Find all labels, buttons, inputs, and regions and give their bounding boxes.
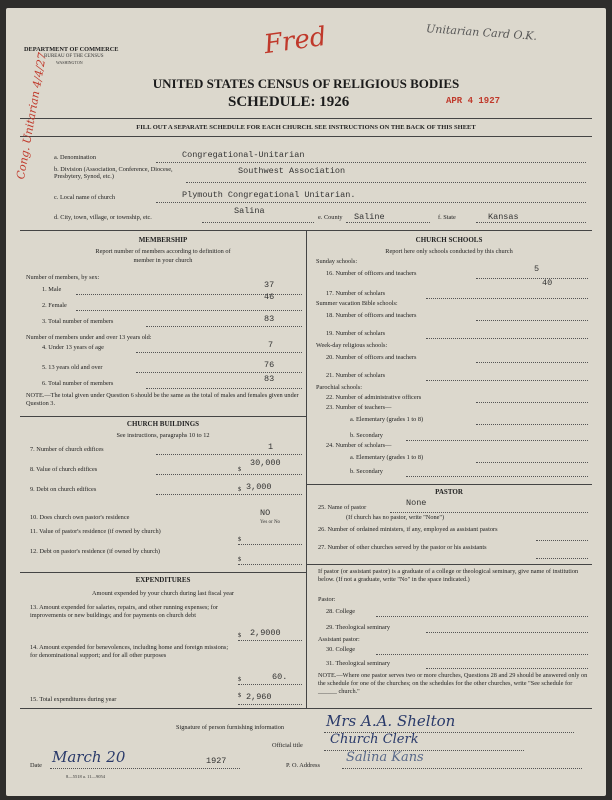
fill-line [156, 162, 586, 163]
date-label: Date [30, 762, 42, 769]
q10-value: NO [260, 508, 271, 518]
buildings-title: CHURCH BUILDINGS [126, 420, 200, 428]
fill-line [476, 424, 588, 425]
po-address-label: P. O. Address [286, 762, 320, 769]
buildings-sub: See instructions, paragraphs 10 to 12 [116, 432, 210, 439]
fill-line [238, 640, 302, 641]
pastor-sub-label: Pastor: [318, 596, 336, 603]
q-age: Number of members under and over 13 years old: [26, 334, 152, 341]
q15-label: 15. Total expenditures during year [30, 696, 117, 703]
schools-title: CHURCH SCHOOLS [415, 236, 483, 244]
q13-label: 13. Amount expended for salaries, repairs, and other running expenses; for improvements or new buildings; and for payments on church debt [30, 604, 218, 619]
instruction-banner: FILL OUT A SEPARATE SCHEDULE FOR EACH CHURCH. SEE INSTRUCTIONS ON THE BACK OF THIS SHEET [136, 124, 476, 131]
q7-label: 7. Number of church edifices [30, 446, 104, 453]
fill-line [476, 362, 588, 363]
fill-line [536, 540, 588, 541]
q1-value: 37 [264, 280, 275, 290]
fill-line [156, 202, 586, 203]
fill-line [376, 654, 588, 655]
college-note: If pastor (or assistant pastor) is a graduate of a college or theological seminary, give name of institution below. (If not a graduate, write "No" in the space indicated.) [318, 568, 579, 583]
fill-line [146, 388, 302, 389]
q21-label: 21. Number of scholars [326, 372, 386, 379]
q3-value: 83 [264, 314, 275, 324]
fill-line [238, 684, 302, 685]
fill-line [406, 440, 588, 441]
county-label: e. County [318, 214, 343, 221]
fill-line [202, 222, 314, 223]
fill-line [346, 222, 430, 223]
q10-label: 10. Does church own pastor's residence [30, 514, 130, 521]
parochial-label: Parochial schools: [316, 384, 362, 391]
q24-label: 24. Number of scholars— [326, 442, 392, 449]
fill-line [476, 278, 588, 279]
asst-label: Assistant pastor: [318, 636, 360, 643]
q11-label: 11. Value of pastor's residence (if owned by church) [30, 528, 161, 535]
county-value: Saline [354, 212, 385, 222]
q23a-label: a. Elementary (grades 1 to 8) [350, 416, 424, 423]
denomination-label: a. Denomination [54, 154, 96, 161]
q9-label: 9. Debt on church edifices [30, 486, 97, 493]
fill-line [238, 544, 302, 545]
schedule-year: SCHEDULE: 1926 [228, 94, 350, 110]
dollar-sign: $ [238, 676, 242, 683]
fill-line [476, 222, 586, 223]
fill-line [136, 352, 302, 353]
sunday-label: Sunday schools: [316, 258, 358, 265]
church-name-label: c. Local name of church [54, 194, 116, 201]
q8-label: 8. Value of church edifices [30, 466, 98, 473]
q5-value: 76 [264, 360, 275, 370]
fill-line [376, 616, 588, 617]
membership-sub2: member in your church [133, 257, 193, 264]
q26-label: 26. Number of ordained ministers, if any, employed as assistant pastors [318, 526, 498, 533]
q19-label: 19. Number of scholars [326, 330, 386, 337]
q6-label: 6. Total number of members [42, 380, 114, 387]
fill-line [476, 402, 588, 403]
q1-label: 1. Male [42, 286, 62, 293]
fill-line [536, 558, 588, 559]
q30-label: 30. College [326, 646, 356, 653]
fill-line [156, 494, 302, 495]
fill-line [426, 380, 588, 381]
rule [306, 564, 592, 565]
state-label: f. State [438, 214, 456, 221]
margin-handwriting: Cong. Unitarian 4/4/27 [14, 51, 50, 181]
q16-label: 16. Number of officers and teachers [326, 270, 417, 277]
fill-line [136, 372, 302, 373]
membership-title: MEMBERSHIP [138, 236, 188, 244]
top-handwriting: Unitarian Card O.K. [425, 22, 538, 43]
fill-line [390, 512, 588, 513]
received-stamp: APR 4 1927 [446, 96, 501, 106]
q10-hint: Yes or No [260, 520, 281, 525]
q27-label: 27. Number of other churches served by the pastor or his assistants [318, 544, 487, 551]
fill-line [476, 320, 588, 321]
q8-value: 30,000 [250, 458, 281, 468]
fill-line [426, 298, 588, 299]
q14-value: 60. [272, 672, 288, 682]
fill-line [156, 454, 302, 455]
q22-label: 22. Number of administrative officers [326, 394, 422, 401]
q-by-sex: Number of members, by sex: [26, 274, 100, 281]
column-divider [306, 230, 307, 708]
q24b-label: b. Secondary [350, 468, 383, 475]
q7-value: 1 [268, 442, 274, 452]
fill-line [476, 462, 588, 463]
rule [20, 708, 592, 709]
rule [20, 416, 306, 417]
dollar-sign: $ [238, 692, 242, 699]
fill-line [156, 474, 302, 475]
q15-value: 2,960 [246, 692, 272, 702]
q2-label: 2. Female [42, 302, 67, 309]
q4-label: 4. Under 13 years of age [42, 344, 104, 351]
q23b-label: b. Secondary [350, 432, 383, 439]
census-schedule-document [6, 8, 606, 796]
date-year: 1927 [206, 756, 227, 766]
city-value: Salina [234, 206, 265, 216]
q9-value: 3,000 [246, 482, 272, 492]
q29-label: 29. Theological seminary [326, 624, 391, 631]
denomination-value: Congregational-Unitarian [182, 150, 305, 160]
signature-label: Signature of person furnishing information [176, 724, 285, 731]
q5-label: 5. 13 years old and over [42, 364, 103, 371]
q24a-label: a. Elementary (grades 1 to 8) [350, 454, 424, 461]
official-title-value: Church Clerk [330, 732, 419, 747]
fill-line [238, 564, 302, 565]
fill-line [342, 768, 582, 769]
dollar-sign: $ [238, 536, 242, 543]
pastor-title: PASTOR [435, 488, 463, 496]
official-title-label: Official title [272, 742, 303, 749]
q31-label: 31. Theological seminary [326, 660, 391, 667]
q2-value: 46 [264, 292, 275, 302]
fill-line [76, 310, 302, 311]
q12-label: 12. Debt on pastor's residence (if owned by church) [30, 548, 161, 555]
membership-sub1: Report number of members according to definition of [95, 248, 231, 255]
fill-line [186, 182, 586, 183]
division-value: Southwest Association [238, 166, 346, 176]
q3-label: 3. Total number of members [42, 318, 114, 325]
fill-line [238, 704, 302, 705]
q14-label: 14. Amount expended for benevolences, including home and foreign missions; for denominational support; and for all other purposes [30, 644, 229, 659]
q17-value: 40 [542, 278, 553, 288]
po-address-value: Salina Kans [346, 750, 424, 765]
dollar-sign: $ [238, 556, 242, 563]
fill-line [426, 668, 588, 669]
city-field-label: d. City, town, village, or township, etc. [54, 214, 152, 221]
pastor-note: NOTE.—Where one pastor serves two or more churches, Questions 28 and 29 should be answered only on the schedule for one of the churches; on the schedules for the other churches, write "See schedule for ______ church." [318, 672, 588, 695]
fill-line [426, 338, 588, 339]
date-value: March 20 [52, 748, 126, 766]
q4-value: 7 [268, 340, 274, 350]
q28-label: 28. College [326, 608, 356, 615]
rule [20, 118, 592, 119]
rule [20, 136, 592, 137]
dept-label: DEPARTMENT OF COMMERCE [24, 46, 119, 53]
q23-label: 23. Number of teachers— [326, 404, 392, 411]
expenditures-title: EXPENDITURES [135, 576, 191, 584]
q25-value: None [406, 498, 427, 508]
state-value: Kansas [488, 212, 519, 222]
dollar-sign: $ [238, 466, 242, 473]
fill-line [50, 768, 240, 769]
q25-hint: (If church has no pastor, write "None") [346, 514, 445, 521]
q6-value: 83 [264, 374, 275, 384]
q13-value: 2,9000 [250, 628, 281, 638]
signature-value: Mrs A.A. Shelton [326, 712, 456, 730]
weekday-label: Week-day religious schools: [316, 342, 388, 349]
division-label: b. Division (Association, Conference, Diocese, Presbytery, Synod, etc.) [54, 166, 173, 180]
summer-label: Summer vacation Bible schools: [316, 300, 398, 307]
q20-label: 20. Number of officers and teachers [326, 354, 417, 361]
schools-sub: Report here only schools conducted by this church [385, 248, 513, 255]
dollar-sign: $ [238, 632, 242, 639]
church-name-value: Plymouth Congregational Unitarian. [182, 190, 356, 200]
dollar-sign: $ [238, 486, 242, 493]
form-title: UNITED STATES CENSUS OF RELIGIOUS BODIES [152, 76, 460, 91]
membership-note: NOTE.—The total given under Question 6 should be the same as the total of males and females given under Question 3. [26, 392, 299, 407]
q17-label: 17. Number of scholars [326, 290, 386, 297]
city-label: WASHINGTON [56, 60, 83, 65]
q16-value: 5 [534, 264, 540, 274]
q25-label: 25. Name of pastor [318, 504, 367, 511]
expenditures-sub: Amount expended by your church during last fiscal year [92, 590, 234, 597]
rule [306, 484, 592, 485]
form-code: 8—5518 a. 11—9054 [66, 774, 105, 779]
red-handwriting: Fred [262, 21, 329, 61]
q18-label: 18. Number of officers and teachers [326, 312, 417, 319]
fill-line [406, 476, 588, 477]
fill-line [426, 632, 588, 633]
fill-line [146, 326, 302, 327]
rule [20, 572, 306, 573]
bureau-label: BUREAU OF THE CENSUS [44, 54, 104, 59]
